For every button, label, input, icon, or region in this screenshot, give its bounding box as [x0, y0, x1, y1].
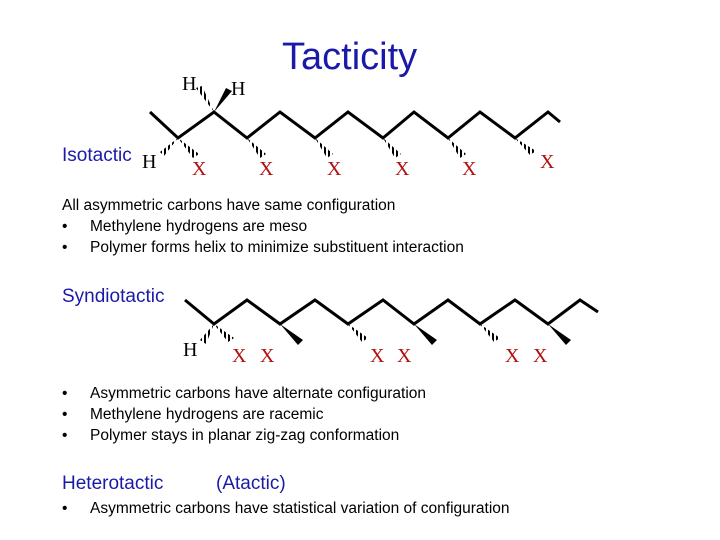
syndiotactic-description — [62, 383, 426, 446]
bullet-item — [62, 237, 464, 258]
atom-label-x: X — [370, 345, 385, 367]
bullet-item — [62, 498, 510, 519]
heterotactic-description — [62, 498, 510, 519]
bullet-glyph: • — [62, 427, 68, 444]
atom-label-x: X — [395, 158, 410, 180]
atactic-heading: (Atactic) — [216, 473, 286, 494]
bullet-glyph: • — [62, 218, 68, 235]
isotactic-line: All asymmetric carbons have same configuration — [62, 197, 396, 214]
atom-label-x: X — [533, 345, 548, 367]
atom-label-x: X — [505, 345, 520, 367]
atom-label-x: X — [327, 158, 342, 180]
heterotactic-heading: Heterotactic — [62, 473, 164, 494]
bullet-glyph: • — [62, 406, 68, 423]
atom-label-x: X — [192, 158, 207, 180]
bullet-item — [62, 425, 426, 446]
atom-label-x: X — [232, 345, 247, 367]
atom-label-x: X — [397, 345, 412, 367]
atom-label-h: H — [182, 73, 197, 95]
atom-label-h: H — [183, 339, 198, 361]
atom-label-h: H — [231, 78, 246, 100]
bullet-text: Asymmetric carbons have statistical variation of configuration — [90, 500, 510, 517]
bullet-text: Polymer forms helix to minimize substituent interaction — [90, 239, 464, 256]
isotactic-substituent-bonds — [160, 138, 536, 158]
slide-title: Tacticity — [282, 36, 418, 78]
atom-label-h: H — [142, 151, 157, 173]
isotactic-description — [62, 195, 464, 258]
bullet-glyph: • — [62, 385, 68, 402]
bullet-text: Methylene hydrogens are meso — [90, 218, 308, 235]
atom-label-x: X — [259, 158, 274, 180]
atom-label-x: X — [462, 158, 477, 180]
bullet-glyph: • — [62, 500, 68, 517]
atom-label-x: X — [540, 151, 555, 173]
isotactic-heading: Isotactic — [62, 145, 132, 166]
bullet-text: Polymer stays in planar zig-zag conformation — [90, 427, 400, 444]
isotactic-methylene-hydrogens — [196, 86, 232, 112]
bullet-item — [62, 216, 464, 237]
syndiotactic-heading: Syndiotactic — [62, 286, 165, 307]
isotactic-backbone — [150, 112, 560, 138]
syndiotactic-substituent-bonds — [200, 324, 571, 345]
bullet-item — [62, 383, 426, 404]
syndiotactic-backbone — [185, 300, 598, 324]
bullet-item — [62, 404, 426, 425]
bullet-text: Asymmetric carbons have alternate configuration — [90, 385, 426, 402]
atom-label-x: X — [260, 345, 275, 367]
bullet-text: Methylene hydrogens are racemic — [90, 406, 324, 423]
bullet-glyph: • — [62, 239, 68, 256]
